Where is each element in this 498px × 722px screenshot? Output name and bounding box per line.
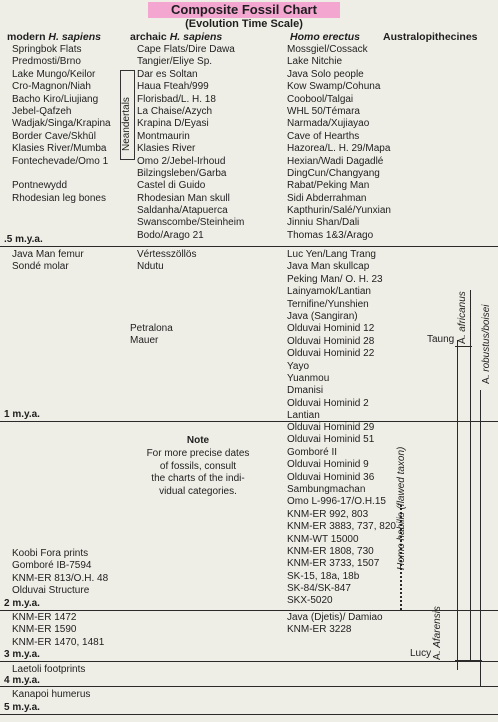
divider-1 [0,421,498,422]
fossil-entry: Koobi Fora prints [12,548,89,559]
fossil-entry: Olduvai Hominid 36 [287,471,375,483]
fossil-entry: Lake Mungo/Keilor [12,68,96,80]
fossil-entry: Mossgiel/Cossack [287,44,368,55]
fossil-entry: Yayo [287,360,310,372]
fossil-entry: Olduvai Hominid 2 [287,397,369,409]
fossil-entry: Saldanha/Atapuerca [137,205,228,217]
africanus-label: A. africanus [457,291,468,344]
taung-marker [455,346,472,347]
fossil-entry: Castel di Guido [137,180,206,192]
fossil-entry: Montmaurin [137,130,190,142]
fossil-entry: Gomboré II [287,446,338,458]
fossil-entry: KNM-ER 3733, 1507 [287,558,380,570]
note-title: Note [186,435,210,446]
fossil-entry: SKX-5020 [287,595,333,607]
note-line: of fossils, consult [159,460,237,472]
fossil-entry: Sidi Abderrahman [287,192,367,204]
fossil-entry: La Chaise/Azych [137,105,213,117]
modern-sapiens-upper-list [12,44,111,205]
fossil-entry: Bodo/Arago 21 [137,229,204,241]
archaic-sapiens-upper-list [137,44,244,242]
fossil-entry: Florisbad/L. H. 18 [137,93,216,105]
fossil-entry: Fontechevade/Omo 1 [12,155,109,167]
time-mark-2: 2 m.y.a. [4,598,40,609]
fossil-entry [12,168,111,180]
afarensis-label: A. Afarensis [432,606,443,660]
homo-erectus-bottom-list [287,612,383,637]
fossil-entry: Peking Man/ O. H. 23 [287,273,383,285]
header-archaic-sapiens: archaic H. sapiens [130,31,223,43]
lucy-label: Lucy [410,648,432,659]
header-modern-sapiens: modern H. sapiens [7,31,101,43]
fossil-entry: Bacho Kiro/Liujiang [12,93,99,105]
fossil-entry: Cro-Magnon/Niah [12,81,91,93]
fossil-entry: DingCun/Changyang [287,167,380,179]
fossil-entry: Java (Djetis)/ Damiao [287,612,383,623]
time-mark-0-5: .5 m.y.a. [4,234,43,245]
fossil-entry: Omo 2/Jebel-Irhoud [137,155,226,167]
fossil-entry: Springbok Flats [12,44,82,55]
note-line: vidual categories. [159,485,237,497]
fossil-entry: Kow Swamp/Cohuna [287,81,381,93]
fossil-entry: Dmanisi [287,385,324,397]
fossil-entry: Luc Yen/Lang Trang [287,249,376,260]
fossil-entry: WHL 50/Témara [287,105,360,117]
fossil-entry: KNM-ER 992, 803 [287,508,369,520]
fossil-entry: KNM-ER 1470, 1481 [12,636,105,648]
fossil-entry: Rhodesian Man skull [137,192,230,204]
fossil-entry: Sambungmachan [287,483,366,495]
note-line: the charts of the indi- [151,473,245,485]
archaic-sapiens-mid-list [137,249,196,274]
note-line: For more precise dates [146,448,250,460]
neanderthals-bracket [120,70,135,160]
fossil-entry: Hazorea/L. H. 29/Mapa [287,143,391,155]
fossil-entry: Omo L-996-17/O.H.15 [287,496,386,508]
fossil-entry: Lainyamok/Lantian [287,286,371,298]
fossil-entry: Olduvai Hominid 22 [287,348,375,360]
fossil-entry: Bilzingsleben/Garba [137,167,227,179]
modern-sapiens-bottom-list [12,612,104,649]
fossil-entry: Tangier/Eliye Sp. [137,56,213,68]
fossil-entry: Java Solo people [287,68,364,80]
range-bottom-tick [455,660,482,661]
divider-2 [0,610,498,611]
time-mark-3: 3 m.y.a. [4,649,40,660]
fossil-entry: Lantian [287,410,320,422]
chart-subtitle: (Evolution Time Scale) [185,18,303,30]
chart-title: Composite Fossil Chart [148,2,340,18]
fossil-entry: Mauer [130,335,159,347]
fossil-entry: Olduvai Hominid 9 [287,459,369,471]
fossil-entry: Predmosti/Brno [12,56,81,68]
fossil-entry: Olduvai Hominid 28 [287,335,375,347]
fossil-entry: Rhodesian leg bones [12,192,106,204]
header-homo-erectus: Homo erectus [290,31,361,43]
fossil-entry: Gomboré IB-7594 [12,560,92,572]
fossil-entry: Pontnewydd [12,180,68,192]
fossil-entry: Java (Sangiran) [287,310,358,322]
fossil-entry: Dar es Soltan [137,68,198,80]
fossil-entry: Cave of Hearths [287,130,360,142]
fossil-entry: Jebel-Qafzeh [12,105,72,117]
afarensis-range-bar [457,340,458,670]
fossil-entry: Kapthurin/Salé/Yunxian [287,205,391,217]
fossil-entry: Thomas 1&3/Arago [287,229,374,241]
modern-sapiens-lower-list [12,548,108,598]
fossil-entry: Olduvai Structure [12,585,90,597]
fossil-entry: Sondé molar [12,261,69,273]
modern-sapiens-mid-list [12,249,84,274]
fossil-entry: Vértesszöllös [137,249,197,260]
fossil-entry: Jinniu Shan/Dali [287,217,360,229]
fossil-entry: Java Man femur [12,249,84,260]
fossil-entry: Lake Nitchie [287,56,343,68]
robustus-boisei-label: A. robustus/boisei [481,304,492,384]
fossil-entry: Haua Fteah/999 [137,81,209,93]
fossil-entry: Swanscombe/Steinheim [137,217,245,229]
fossil-entry: Border Cave/Skhūl [12,130,96,142]
header-australopithecines: Australopithecines [383,31,478,43]
neanderthals-label: Neandertals [121,97,132,151]
time-mark-1: 1 m.y.a. [4,409,40,420]
homo-erectus-upper-list [287,44,391,242]
fossil-entry: KNM-WT 15000 [287,533,359,545]
fossil-entry: KNM-ER 1472 [12,612,77,623]
fossil-entry: KNM-ER 3883, 737, 820 [287,521,396,533]
fossil-entry: Petralona [130,323,173,334]
homo-erectus-lower-list [287,422,396,608]
fossil-entry: Olduvai Hominid 12 [287,323,375,335]
fossil-entry: Java Man skullcap [287,261,370,273]
time-mark-5: 5 m.y.a. [4,702,40,713]
archaic-sapiens-lower-list [130,323,173,348]
fossil-entry: Olduvai Hominid 29 [287,422,375,433]
fossil-entry: Rabat/Peking Man [287,180,370,192]
fossil-entry: Wadjak/Singa/Krapina [12,118,111,130]
time-mark-4: 4 m.y.a. [4,675,40,686]
fossil-entry: SK-84/SK-847 [287,583,351,595]
fossil-entry: Ndutu [137,261,164,273]
homo-erectus-mid-list [287,249,383,422]
fossil-entry: Krapina D/Eyasi [137,118,209,130]
taung-label: Taung [427,334,455,345]
homo-habilis-label: Homo habilis (flawed taxon) [396,446,407,570]
fossil-entry: KNM-ER 3228 [287,624,352,636]
laetoli-footprints: Laetoli footprints [12,664,86,675]
divider-3 [0,661,498,662]
fossil-entry: KNM-ER 1808, 730 [287,545,374,557]
fossil-entry: Hexian/Wadi Dagadlé [287,155,384,167]
fossil-entry: Olduvai Hominid 51 [287,434,375,446]
divider-0-5 [0,246,498,247]
robustus-range-bar [480,390,481,686]
fossil-entry: SK-15, 18a, 18b [287,570,360,582]
fossil-entry: Klasies River [137,143,196,155]
fossil-entry: Ternifine/Yunshien [287,298,369,310]
fossil-entry: Narmada/Xujiayao [287,118,370,130]
fossil-entry: KNM-ER 1590 [12,624,77,636]
fossil-entry: Coobool/Talgai [287,93,354,105]
fossil-entry: Yuanmou [287,372,330,384]
kanapoi-humerus: Kanapoi humerus [12,689,91,700]
fossil-entry: Cape Flats/Dire Dawa [137,44,235,55]
note-box [130,435,266,498]
divider-5 [0,714,498,715]
fossil-entry: Klasies River/Mumba [12,143,107,155]
divider-4 [0,686,498,687]
fossil-entry: KNM-ER 813/O.H. 48 [12,572,109,584]
